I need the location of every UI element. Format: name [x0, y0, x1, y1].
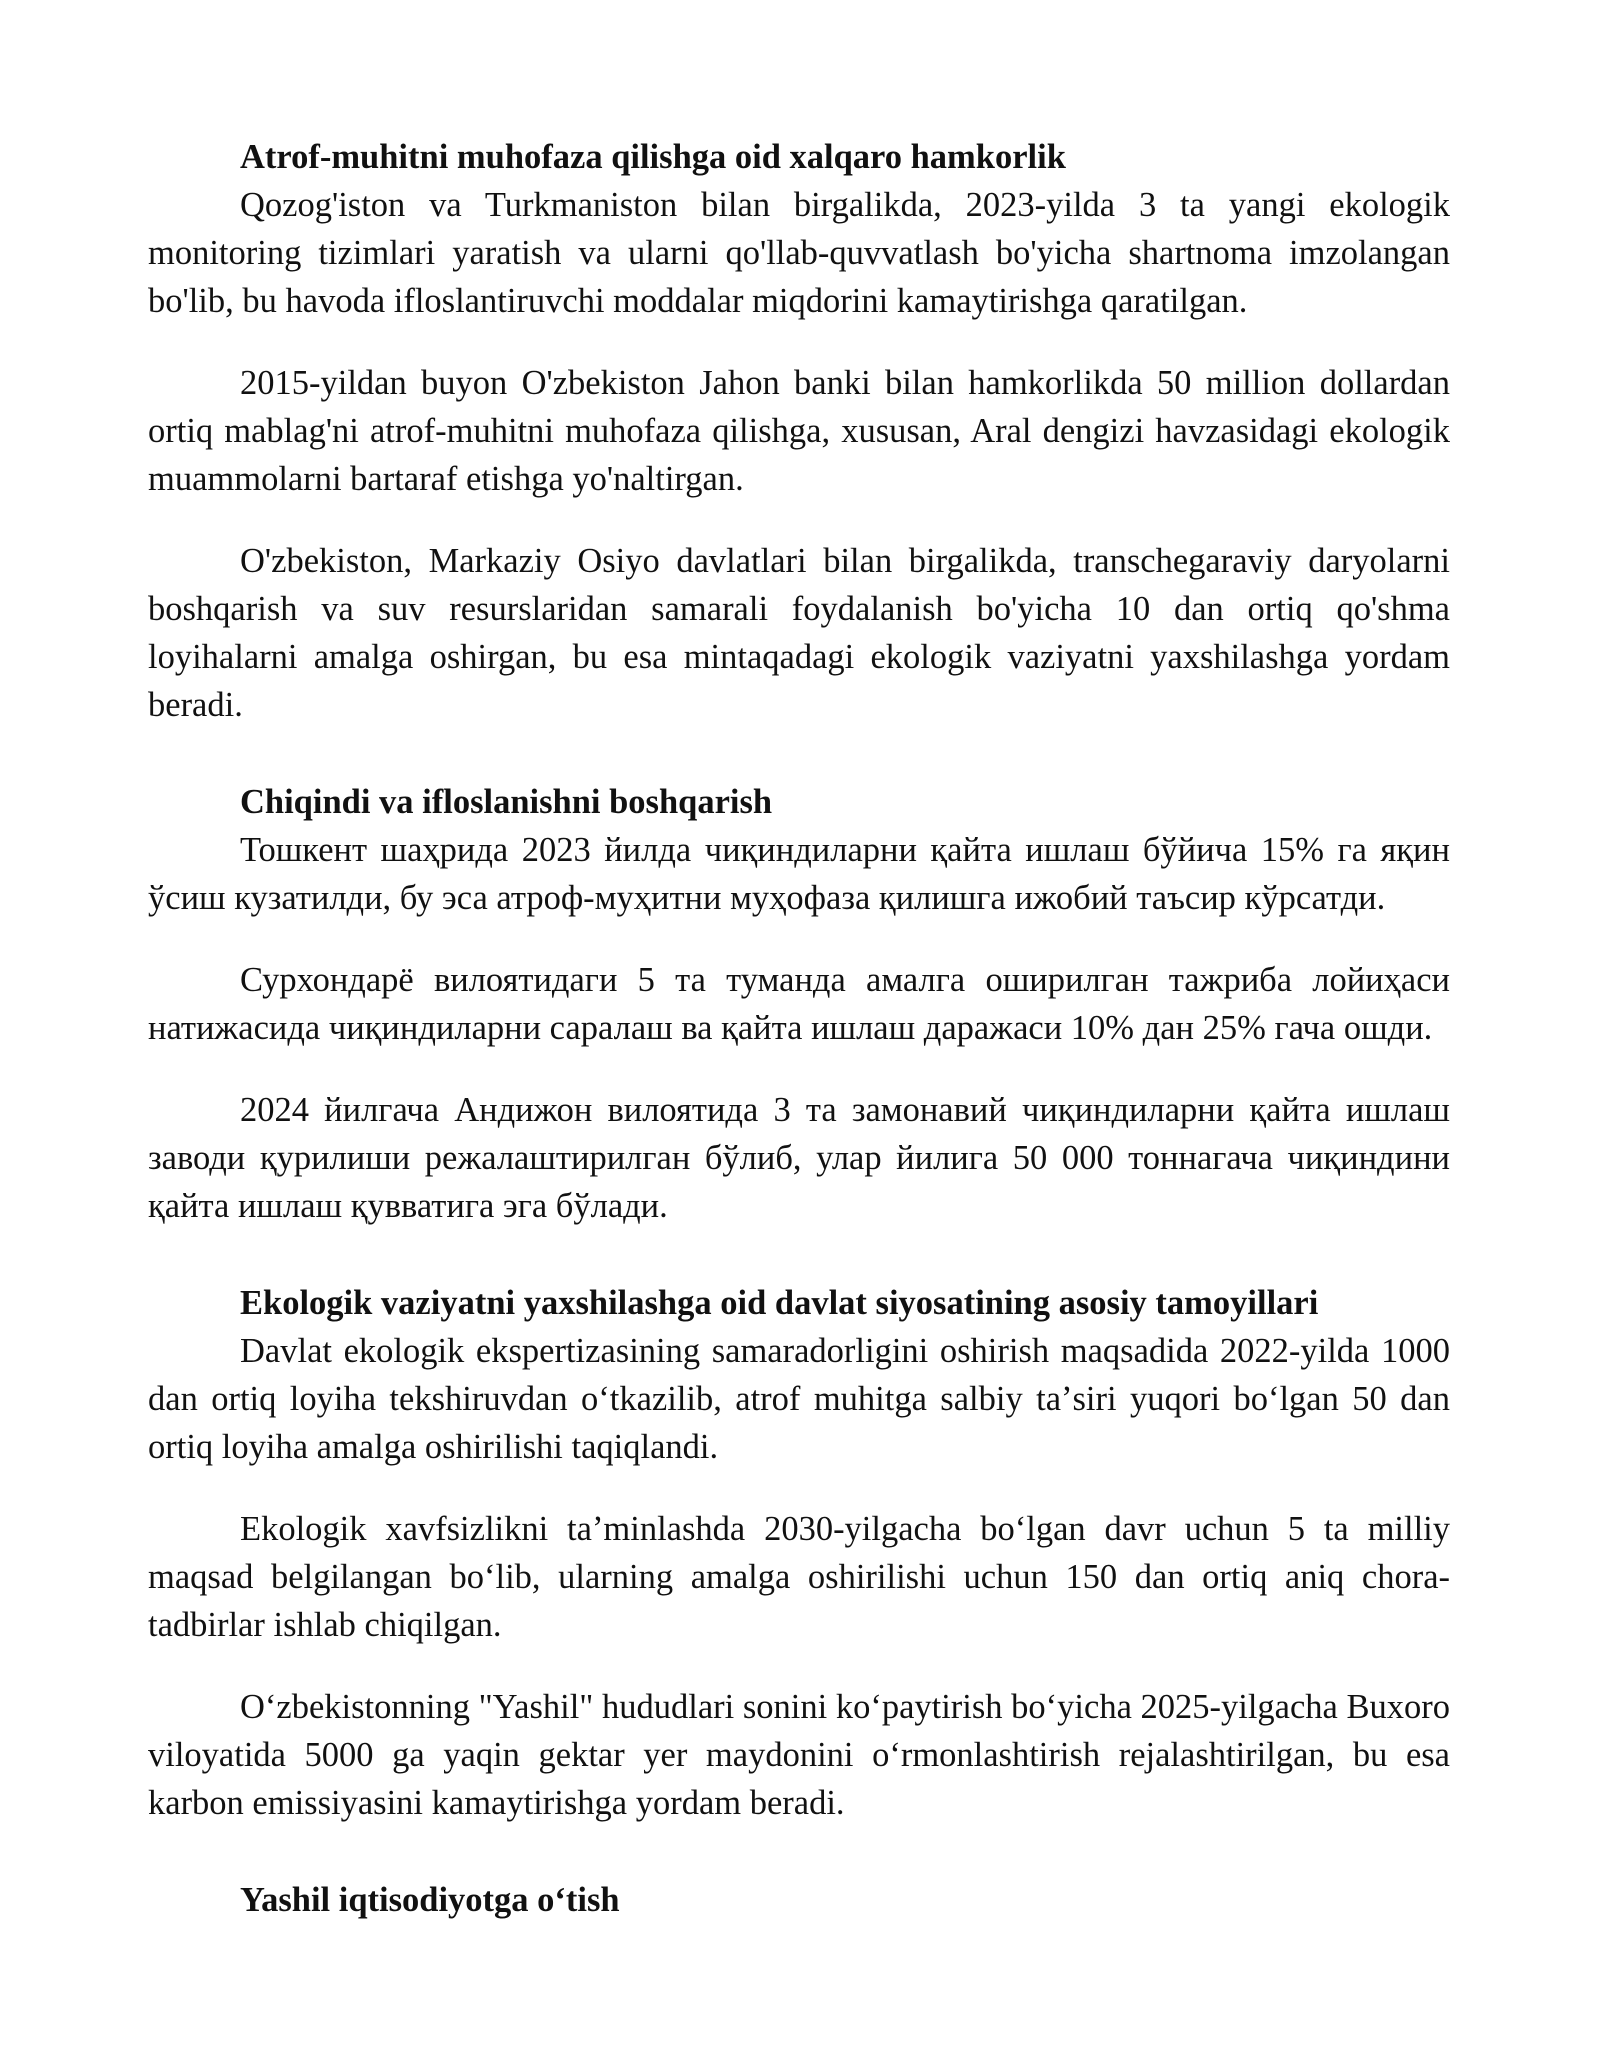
paragraph: Oʻzbekistonning "Yashil" hududlari sonini koʻpaytirish boʻyicha 2025-yilgacha Buxoro viloyatida 5000 ga yaqin gektar yer maydonini oʻrmonlashtirish rejalashtirilgan, bu esa karbon emissiyasini kamaytirishga yordam beradi.: [148, 1688, 1450, 1822]
paragraph: Qozog'iston va Turkmaniston bilan birgalikda, 2023-yilda 3 ta yangi ekologik monitoring tizimlari yaratish va ularni qo'llab-quvvatlash bo'yicha shartnoma imzolangan bo'lib, bu havoda ifloslantiruvchi moddalar miqdorini kamaytirishga qaratilgan.: [148, 186, 1450, 320]
section-heading: Ekologik vaziyatni yaxshilashga oid davlat siyosatining asosiy tamoyillari: [240, 1284, 1319, 1322]
paragraph: Сурхондарё вилоятидаги 5 та туманда амалга оширилган тажриба лойиҳаси натижасида чиқиндиларни саралаш ва қайта ишлаш даражаси 10% дан 25% гача ошди.: [148, 961, 1450, 1047]
paragraph: O'zbekiston, Markaziy Osiyo davlatlari bilan birgalikda, transchegaraviy daryolarni boshqarish va suv resurslaridan samarali foydalanish bo'yicha 10 dan ortiq qo'shma loyihalarni amalga oshirgan, bu esa mintaqadagi ekologik vaziyatni yaxshilashga yordam beradi.: [148, 542, 1450, 724]
section-heading: Atrof-muhitni muhofaza qilishga oid xalqaro hamkorlik: [240, 138, 1066, 176]
paragraph: Davlat ekologik ekspertizasining samaradorligini oshirish maqsadida 2022-yilda 1000 dan ortiq loyiha tekshiruvdan oʻtkazilib, atrof muhitga salbiy taʼsiri yuqori boʻlgan 50 dan ortiq loyiha amalga oshirilishi taqiqlandi.: [148, 1332, 1450, 1466]
paragraph: 2015-yildan buyon O'zbekiston Jahon banki bilan hamkorlikda 50 million dollardan ortiq mablag'ni atrof-muhitni muhofaza qilishga, xususan, Aral dengizi havzasidagi ekologik muammolarni bartaraf etishga yo'naltirgan.: [148, 364, 1450, 498]
section-heading: Yashil iqtisodiyotga oʻtish: [240, 1881, 620, 1919]
paragraph: Ekologik xavfsizlikni taʼminlashda 2030-yilgacha boʻlgan davr uchun 5 ta milliy maqsad belgilangan boʻlib, ularning amalga oshirilishi uchun 150 dan ortiq aniq chora-tadbirlar ishlab chiqilgan.: [148, 1510, 1450, 1644]
document-page: [148, 133, 1450, 1924]
section-waste-management: [148, 778, 1450, 1230]
paragraph: Тошкент шаҳрида 2023 йилда чиқиндиларни қайта ишлаш бўйича 15% га яқин ўсиш кузатилди, бу эса атроф-муҳитни муҳофаза қилишга ижобий таъсир кўрсатди.: [148, 831, 1450, 917]
section-green-economy: [148, 1876, 1450, 1924]
section-state-policy-principles: [148, 1279, 1450, 1827]
paragraph: 2024 йилгача Андижон вилоятида 3 та замонавий чиқиндиларни қайта ишлаш заводи қурилиши режалаштирилган бўлиб, улар йилига 50 000 тоннагача чиқиндини қайта ишлаш қувватига эга бўлади.: [148, 1091, 1450, 1225]
section-heading: Chiqindi va ifloslanishni boshqarish: [240, 783, 773, 821]
section-international-cooperation: [148, 133, 1450, 729]
